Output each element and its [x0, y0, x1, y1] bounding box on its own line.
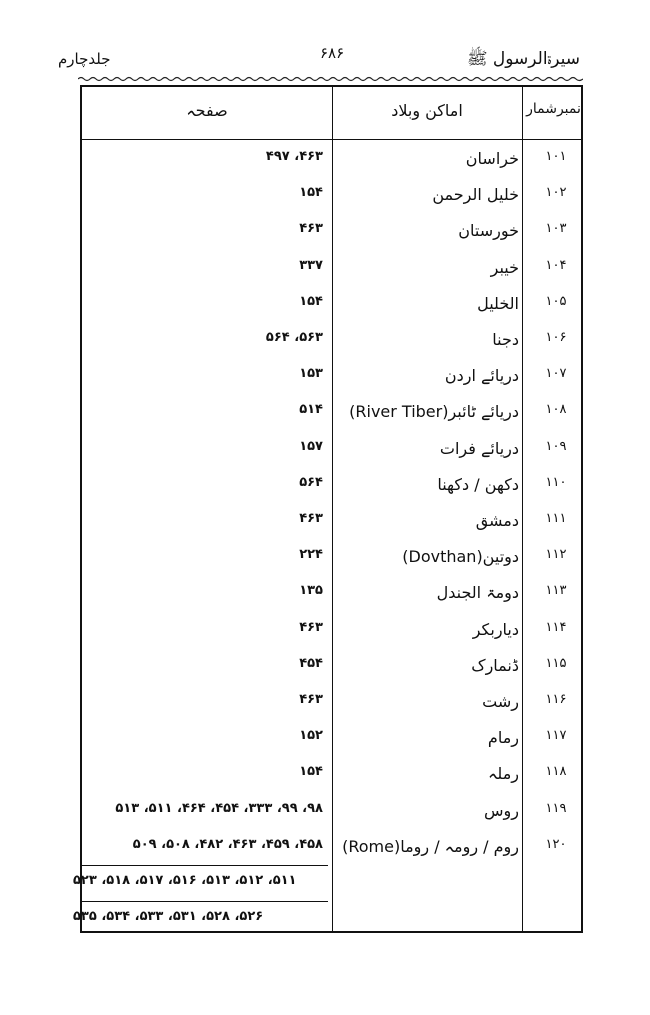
table-row: [82, 511, 581, 547]
column-header-number: نمبرشمار: [526, 101, 581, 117]
continuation-row: [73, 909, 581, 945]
table-row: [82, 837, 581, 873]
column-header-place: اماکن وبلاد: [391, 101, 463, 120]
place-name: خراسان: [465, 149, 519, 168]
place-name: روس: [484, 800, 519, 820]
page-references: ۴۵۸، ۴۵۹، ۴۶۳، ۴۸۲، ۵۰۸، ۵۰۹: [132, 836, 323, 852]
page-references: ۱۵۴: [299, 185, 323, 201]
table-row: [82, 294, 581, 330]
page-header: [58, 44, 580, 78]
place-name: خلیل الرحمن: [432, 185, 519, 205]
table-row: [82, 620, 581, 656]
table-row: [82, 330, 581, 366]
place-name: روم / رومہ / روما(Rome): [342, 836, 519, 856]
table-row: [82, 185, 581, 221]
place-name: رمام: [487, 728, 519, 748]
continuation-row: [73, 873, 581, 909]
table-row: [82, 221, 581, 257]
place-name: دوتین(Dovthan): [402, 547, 519, 567]
page-references: ۱۵۴: [299, 293, 323, 309]
header-divider: [78, 76, 583, 82]
place-name: دیاربکر: [472, 619, 519, 639]
table-row: [82, 439, 581, 475]
place-name: دریائے ٹائبر(River Tiber): [349, 402, 519, 422]
page-references: ۹۸، ۹۹، ۳۳۳، ۴۵۴، ۴۶۴، ۵۱۱، ۵۱۳: [115, 800, 323, 816]
page-references: ۴۶۳: [299, 221, 323, 237]
page-references: ۴۶۳: [299, 511, 323, 526]
place-name: دجنا: [492, 330, 519, 349]
page-references: ۱۵۴: [299, 764, 323, 780]
page-references: ۵۶۴: [299, 474, 323, 490]
table-row: [82, 547, 581, 583]
page-references: ۴۶۳، ۴۹۷: [265, 149, 323, 164]
page-references: ۱۵۷: [299, 438, 323, 454]
place-name: دمشق: [475, 511, 519, 530]
header-divider-line: [82, 139, 581, 140]
book-title: سیرۃالرسول ﷺ: [466, 49, 580, 69]
row-number: ۱۰۱: [545, 149, 567, 164]
page-references: ۲۲۴: [299, 547, 323, 563]
row-number: ۱۰۷: [545, 366, 567, 382]
table-row: [82, 583, 581, 619]
row-number: ۱۰۶: [545, 330, 567, 345]
table-row: [82, 258, 581, 294]
row-number: ۱۱۲: [545, 547, 567, 563]
table-row: [82, 692, 581, 728]
table-row: [82, 656, 581, 692]
row-number: ۱۰۴: [545, 257, 567, 273]
row-number: ۱۱۳: [545, 583, 567, 599]
place-name: دومۃ الجندل: [436, 583, 519, 603]
row-number: ۱۱۹: [545, 800, 567, 816]
row-number: ۱۰۹: [545, 438, 567, 454]
place-name: خورستان: [458, 221, 519, 241]
page-references: ۵۶۳، ۵۶۴: [265, 330, 323, 345]
table-row: [82, 728, 581, 764]
row-number: ۱۱۱: [545, 511, 567, 526]
continuation-divider: [82, 901, 328, 902]
page-references: ۱۳۵: [299, 583, 323, 599]
place-name: ڈنمارک: [471, 655, 519, 675]
page-references: ۴۵۴: [299, 655, 323, 671]
row-number: ۱۰۲: [545, 185, 567, 201]
continuation-divider: [82, 865, 328, 866]
place-name: رملہ: [488, 764, 519, 784]
table-row: [82, 149, 581, 185]
row-number: ۱۱۶: [545, 692, 567, 707]
page-references: ۴۶۳: [299, 692, 323, 707]
table-row: [82, 475, 581, 511]
page-references: ۱۵۳: [299, 366, 323, 382]
table-row: [82, 402, 581, 438]
row-number: ۱۱۰: [545, 474, 567, 490]
page-references: ۱۵۲: [299, 728, 323, 744]
page-references: ۳۳۷: [299, 257, 323, 273]
row-number: ۱۱۷: [545, 728, 567, 744]
volume-label: جلدچارم: [58, 50, 111, 68]
row-number: ۱۱۸: [545, 764, 567, 780]
place-name: الخلیل: [477, 293, 519, 313]
place-name: دریائے اردن: [444, 366, 519, 386]
row-number: ۱۰۵: [545, 293, 567, 309]
index-table: [73, 85, 583, 933]
page-references: ۵۱۴: [299, 402, 323, 418]
row-number: ۱۲۰: [545, 836, 567, 852]
page-references-continued: ۵۲۶، ۵۲۸، ۵۳۱، ۵۳۳، ۵۳۴، ۵۳۵: [73, 909, 264, 925]
row-number: ۱۱۵: [545, 655, 567, 671]
place-name: خیبر: [490, 257, 519, 277]
table-row: [82, 764, 581, 800]
row-number: ۱۰۳: [545, 221, 567, 237]
row-number: ۱۱۴: [545, 619, 567, 635]
place-name: دکھن / دکھنا: [437, 474, 519, 494]
page-references: ۴۶۳: [299, 619, 323, 635]
place-name: دریائے فرات: [439, 438, 519, 458]
table-row: [82, 801, 581, 837]
page-number: ۶۸۶: [320, 44, 345, 62]
column-header-page: صفحہ: [186, 101, 228, 120]
page-references-continued: ۵۱۱، ۵۱۲، ۵۱۳، ۵۱۶، ۵۱۷، ۵۱۸، ۵۲۳: [73, 873, 297, 888]
place-name: رشت: [482, 692, 519, 711]
row-number: ۱۰۸: [545, 402, 567, 418]
table-row: [82, 366, 581, 402]
